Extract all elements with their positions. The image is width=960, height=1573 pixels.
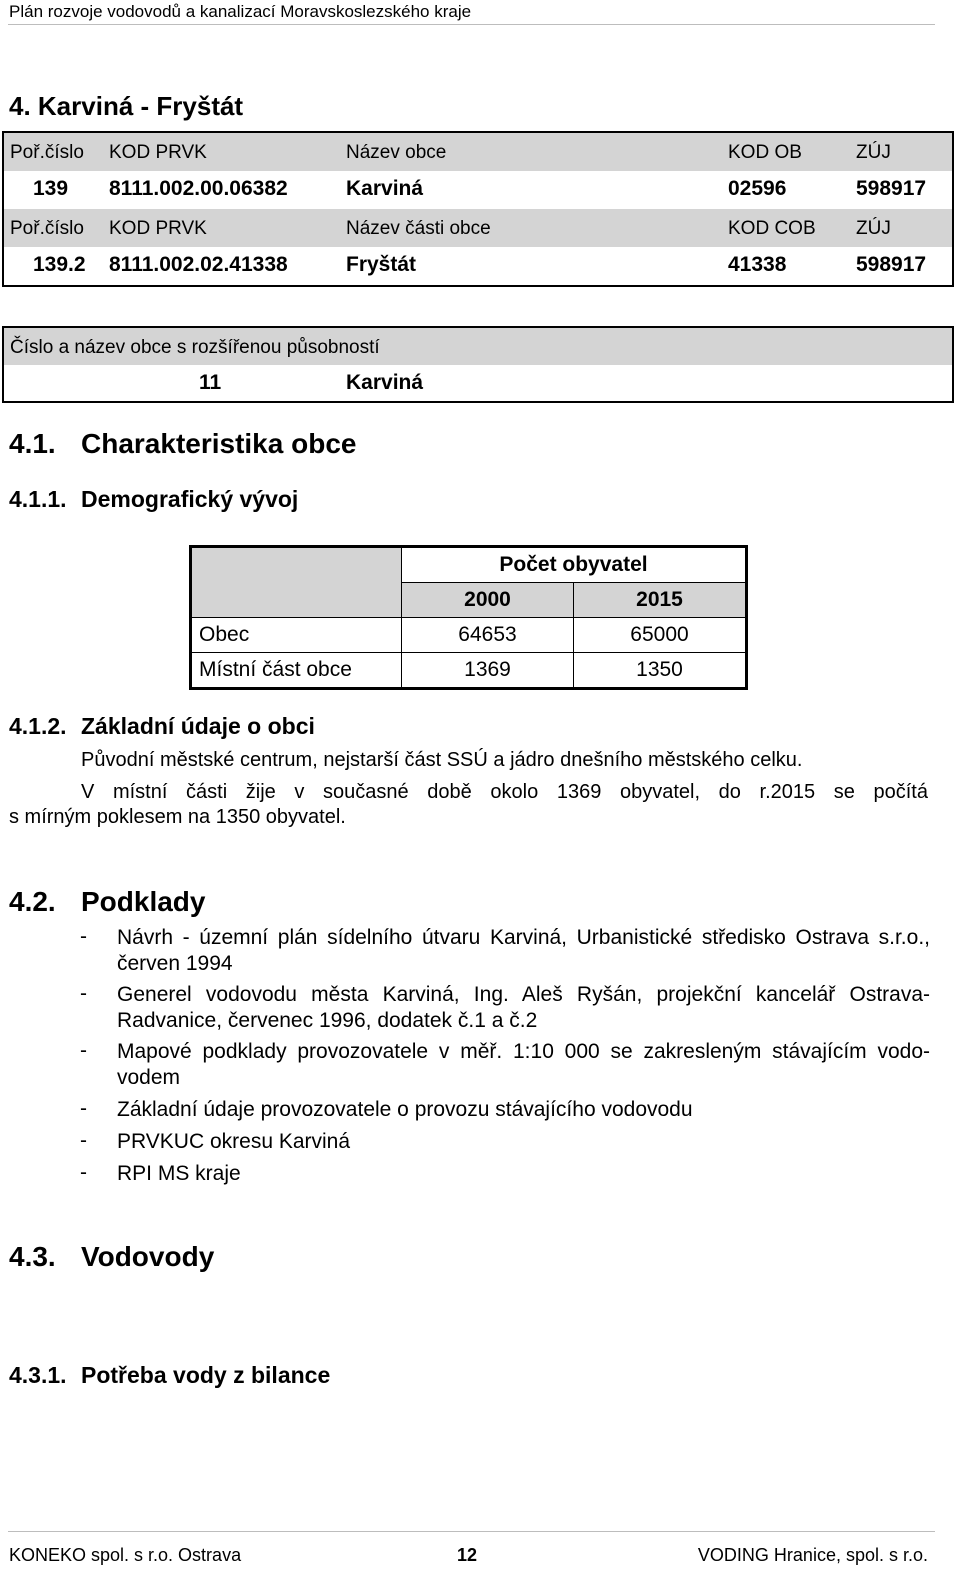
section-4-1-2-heading bbox=[9, 713, 315, 740]
obec-2000: 64653 bbox=[402, 618, 574, 653]
label-zuj: ZÚJ bbox=[856, 218, 891, 239]
orp-number: 11 bbox=[199, 371, 222, 394]
section-title: Potřeba vody z bilance bbox=[81, 1362, 331, 1388]
label-kod-prvk: KOD PRVK bbox=[109, 218, 207, 239]
section-4-3-1-heading bbox=[9, 1362, 330, 1389]
mistni-cast-2000: 1369 bbox=[402, 653, 574, 688]
basic-info-paragraph-1: Původní městské centrum, nejstarší část SSÚ a jádro dnešního městského celku. bbox=[81, 749, 803, 771]
label-nazev-obce: Název obce bbox=[346, 142, 447, 163]
orp-label: Číslo a název obce s rozšířenou působností bbox=[10, 337, 380, 358]
source-item: - Generel vodovodu města Karviná, Ing. Aleš Ryšán, projekční kancelář Ostrava-Radvanice, červenec 1996, dodatek č.1 a č.2 bbox=[80, 982, 930, 1032]
orp-table bbox=[2, 326, 954, 403]
section-title: Základní údaje o obci bbox=[81, 713, 315, 739]
id-value-row-2 bbox=[4, 247, 952, 285]
source-item: - PRVKUC okresu Karviná bbox=[80, 1129, 351, 1153]
id-label-row-1 bbox=[4, 133, 952, 171]
section-number: 4.2. bbox=[9, 886, 56, 917]
section-number: 4.1. bbox=[9, 428, 56, 459]
value-nazev-casti-obce: Fryštát bbox=[346, 253, 417, 276]
corner-cell bbox=[192, 548, 402, 618]
section-number: 4.1.2. bbox=[9, 713, 67, 739]
section-4-3-heading bbox=[9, 1241, 214, 1273]
section-4-1-heading bbox=[9, 428, 356, 460]
section-number: 4.3. bbox=[9, 1241, 56, 1272]
population-table bbox=[191, 547, 746, 688]
footer-right: VODING Hranice, spol. s r.o. bbox=[697, 1545, 928, 1565]
value-por-cislo: 139 bbox=[33, 177, 69, 200]
value-kod-cob: 41338 bbox=[728, 253, 787, 276]
label-por-cislo: Poř.číslo bbox=[10, 142, 84, 163]
identification-table bbox=[2, 131, 954, 287]
section-4-1-1-heading bbox=[9, 486, 298, 513]
value-kod-ob: 02596 bbox=[728, 177, 787, 200]
footer-rule bbox=[8, 1531, 935, 1532]
label-nazev-casti-obce: Název části obce bbox=[346, 218, 491, 239]
id-label-row-2 bbox=[4, 209, 952, 247]
section-4-2-heading bbox=[9, 886, 205, 918]
section-title: Vodovody bbox=[81, 1241, 215, 1272]
section-title: Podklady bbox=[81, 886, 206, 917]
label-kod-ob: KOD OB bbox=[728, 142, 802, 163]
mistni-cast-2015: 1350 bbox=[574, 653, 746, 688]
obec-2015: 65000 bbox=[574, 618, 746, 653]
basic-info-paragraph-2-line-2: s mírným poklesem na 1350 obyvatel. bbox=[9, 806, 346, 828]
value-kod-prvk: 8111.002.00.06382 bbox=[109, 177, 288, 200]
basic-info-paragraph-2-line-1: V místní části žije v současné době okolo 1369 obyvatel, do r.2015 se počítá bbox=[81, 781, 928, 803]
orp-value-row bbox=[4, 365, 952, 401]
value-kod-prvk: 8111.002.02.41338 bbox=[109, 253, 288, 276]
year-2015: 2015 bbox=[574, 583, 746, 618]
source-item: - RPI MS kraje bbox=[80, 1161, 241, 1185]
orp-name: Karviná bbox=[346, 371, 424, 394]
id-value-row-1 bbox=[4, 171, 952, 209]
population-header: Počet obyvatel bbox=[402, 548, 746, 583]
section-number: 4.3.1. bbox=[9, 1362, 67, 1388]
value-zuj: 598917 bbox=[856, 177, 927, 200]
chapter-heading: 4. Karviná - Fryštát bbox=[9, 91, 244, 121]
footer-left: KONEKO spol. s r.o. Ostrava bbox=[9, 1545, 242, 1565]
value-por-cislo: 139.2 bbox=[33, 253, 86, 276]
section-title: Charakteristika obce bbox=[81, 428, 357, 459]
page-number: 12 bbox=[457, 1545, 478, 1565]
label-kod-prvk: KOD PRVK bbox=[109, 142, 207, 163]
year-2000: 2000 bbox=[402, 583, 574, 618]
source-item: - Základní údaje provozovatele o provozu stávajícího vodovodu bbox=[80, 1097, 693, 1121]
row-label-obec: Obec bbox=[192, 618, 402, 653]
header-rule bbox=[8, 24, 935, 25]
source-item: - Mapové podklady provozovatele v měř. 1:10 000 se zakresleným stávajícím vodo-vodem bbox=[80, 1039, 930, 1089]
population-table-frame bbox=[189, 545, 748, 690]
section-title: Demografický vývoj bbox=[81, 486, 299, 512]
section-number: 4.1.1. bbox=[9, 486, 67, 512]
value-nazev-obce: Karviná bbox=[346, 177, 424, 200]
label-zuj: ZÚJ bbox=[856, 142, 891, 163]
label-kod-cob: KOD COB bbox=[728, 218, 816, 239]
row-label-mistni-cast: Místní část obce bbox=[192, 653, 402, 688]
source-item: - Návrh - územní plán sídelního útvaru Karviná, Urbanistické středisko Ostrava s.r.o., červen 1994 bbox=[80, 925, 930, 975]
label-por-cislo: Poř.číslo bbox=[10, 218, 84, 239]
document-header-title: Plán rozvoje vodovodů a kanalizací Moravskoslezského kraje bbox=[9, 2, 472, 21]
orp-label-row bbox=[4, 328, 952, 365]
value-zuj: 598917 bbox=[856, 253, 927, 276]
